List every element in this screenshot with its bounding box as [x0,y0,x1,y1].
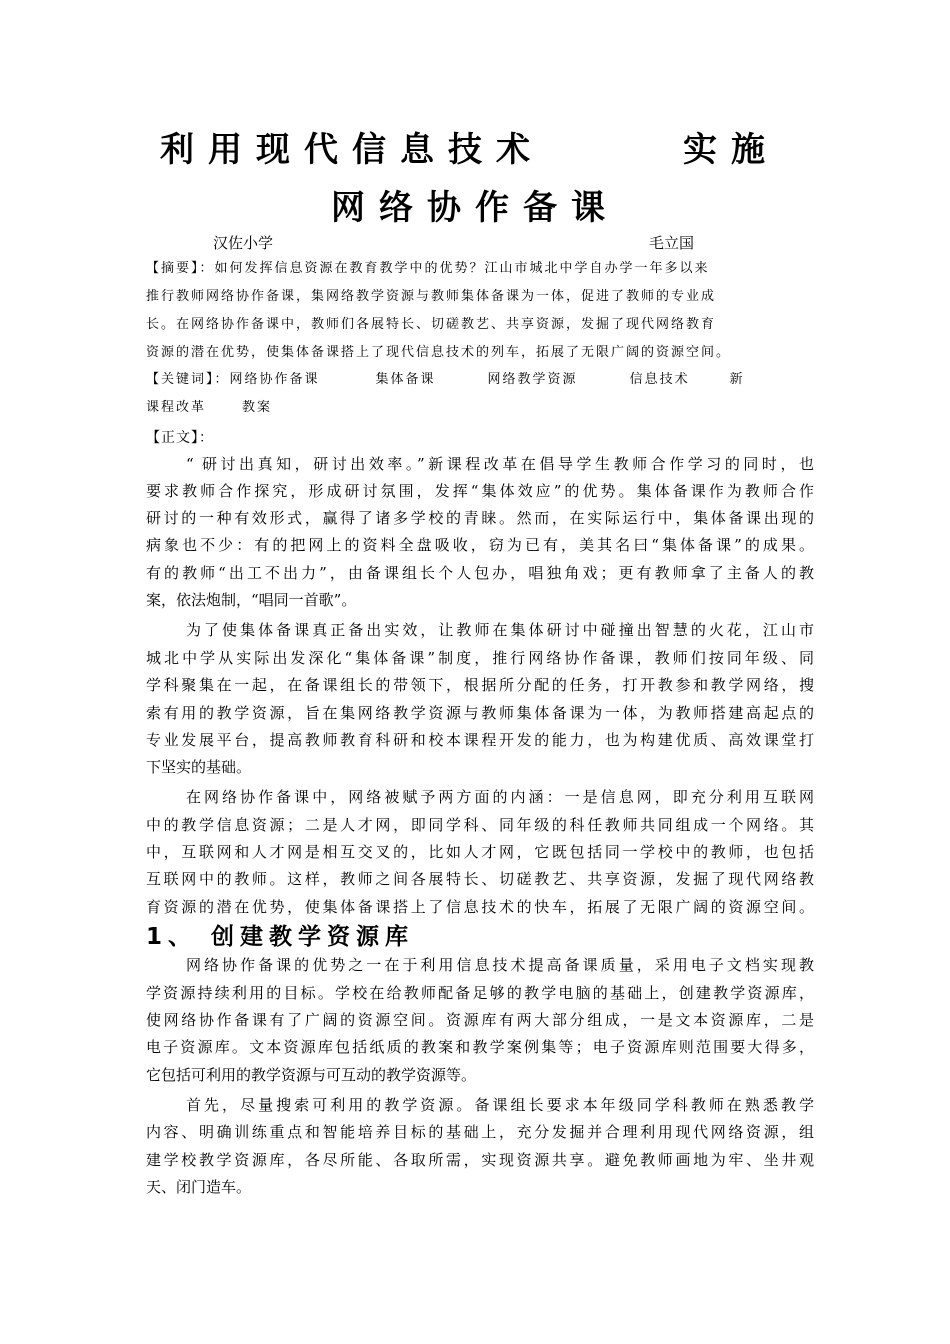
keyword: 课程改革 [146,400,207,415]
paragraph-line: 专业发展平台，提高教师教育科研和校本课程开发的能力，也为构建优质、高效课堂打 [146,731,814,749]
paragraph-line: 城北中学从实际出发深化“集体备课”制度，推行网络协作备课，教师们按同年级、同 [146,649,814,667]
author-name: 毛立国 [649,234,695,252]
keyword: 信息技术 [629,372,690,387]
abstract-line: 资源的潜在优势，使集体备课搭上了现代信息技术的列车，拓展了无限广阔的资源空间。 [146,345,732,360]
keyword: 新 [729,372,745,387]
school-name: 汉佐小学 [213,234,274,252]
paragraph-line: 学科聚集在一起，在备课组长的带领下，根据所分配的任务，打开教参和教学网络，搜 [146,676,814,694]
paragraph-line: 首先，尽量搜索可利用的教学资源。备课组长要求本年级同学科教师在熟悉教学 [186,1096,814,1114]
body-label: 【正文】： [146,430,214,446]
keywords-line-2 [146,394,816,422]
paragraph-line: 在网络协作备课中，网络被赋予两方面的内涵：一是信息网，即充分利用互联网 [186,788,814,806]
paragraph-line: 互联网中的教师。这样，教师之间各展特长、切磋教艺、共享资源，发掘了现代网络教 [146,870,814,888]
paragraph-line: 使网络协作备课有了广阔的资源空间。资源库有两大部分组成，一是文本资源库，二是 [146,1011,814,1029]
keywords-line [146,366,816,394]
document-title-line2: 网络协作备课 [331,188,619,228]
paragraph-line: 中，互联网和人才网是相互交叉的，比如人才网，它既包括同一学校中的教师，也包括 [146,843,814,861]
paragraph-line: 下坚实的基础。 [146,758,252,776]
keywords-label: 【关键词】： [146,372,230,387]
paragraph-line: 学资源持续利用的目标。学校在给教师配备足够的教学电脑的基础上，创建教学资源库， [146,984,814,1002]
paragraph-line: 内容、明确训练重点和智能培养目标的基础上，充分发掘并合理利用现代网络资源，组 [146,1123,814,1141]
abstract-line: 【摘要】：如何发挥信息资源在教育教学中的优势？江山市城北中学自办学一年多以来 [146,261,710,276]
paragraph-line: 建学校教学资源库，各尽所能、各取所需，实现资源共享。避免教师画地为牢、坐井观 [146,1151,814,1169]
paragraph-line: 中的教学信息资源；二是人才网，即同学科、同年级的科任教师共同组成一个网络。其 [146,816,814,834]
paragraph-line: “ 研讨出真知，研讨出效率。”新课程改革在倡导学生教师合作学习的同时，也 [186,455,814,473]
paragraph-line: 索有用的教学资源，旨在集网络教学资源与教师集体备课为一体，为教师搭建高起点的 [146,704,814,722]
abstract-line: 推行教师网络协作备课，集网络教学资源与教师集体备课为一体，促进了教师的专业成 [146,289,717,304]
paragraph-line: 案，依法炮制，“唱同一首歌”。 [146,591,357,609]
paragraph-line: 天、闭门造车。 [146,1178,252,1196]
paragraph-line: 育资源的潜在优势，使集体备课搭上了信息技术的快车，拓展了无限广阔的资源空间。 [146,898,814,916]
paragraph-line: 要求教师合作探究，形成研讨氛围，发挥“集体效应”的优势。集体备课作为教师合作 [146,482,814,500]
document-title-line1 [160,122,800,172]
keyword: 网络教学资源 [487,372,578,387]
keyword: 集体备课 [375,372,436,387]
paragraph-line: 为了使集体备课真正备出实效，让教师在集体研讨中碰撞出智慧的火花，江山市 [186,621,814,639]
paragraph-line: 它包括可利用的教学资源与可互动的教学资源等。 [146,1066,477,1084]
paragraph-line: 研讨的一种有效形式，赢得了诸多学校的青睐。然而，在实际运行中，集体备课出现的 [146,509,814,527]
paragraph-line: 病象也不少：有的把网上的资料全盘吸收，窃为已有，美其名曰“集体备课”的成果。 [146,536,814,554]
keyword: 网络协作备课 [229,372,320,387]
title-part2: 实施 [683,130,779,170]
paragraph-line: 有的教师“出工不出力”，由备课组长个人包办，唱独角戏；更有教师拿了主备人的教 [146,564,814,582]
title-part1: 利用现代信息技术 [160,130,544,170]
paragraph-line: 电子资源库。文本资源库包括纸质的教案和教学案例集等；电子资源库则范围要大得多， [146,1038,814,1056]
keyword: 教案 [242,400,273,415]
abstract-line: 长。在网络协作备课中，教师们各展特长、切磋教艺、共享资源，发掘了现代网络教育 [146,317,717,332]
section-heading: 1、 创建教学资源库 [146,924,415,950]
paragraph-line: 网络协作备课的优势之一在于利用信息技术提高备课质量，采用电子文档实现教 [186,956,814,974]
